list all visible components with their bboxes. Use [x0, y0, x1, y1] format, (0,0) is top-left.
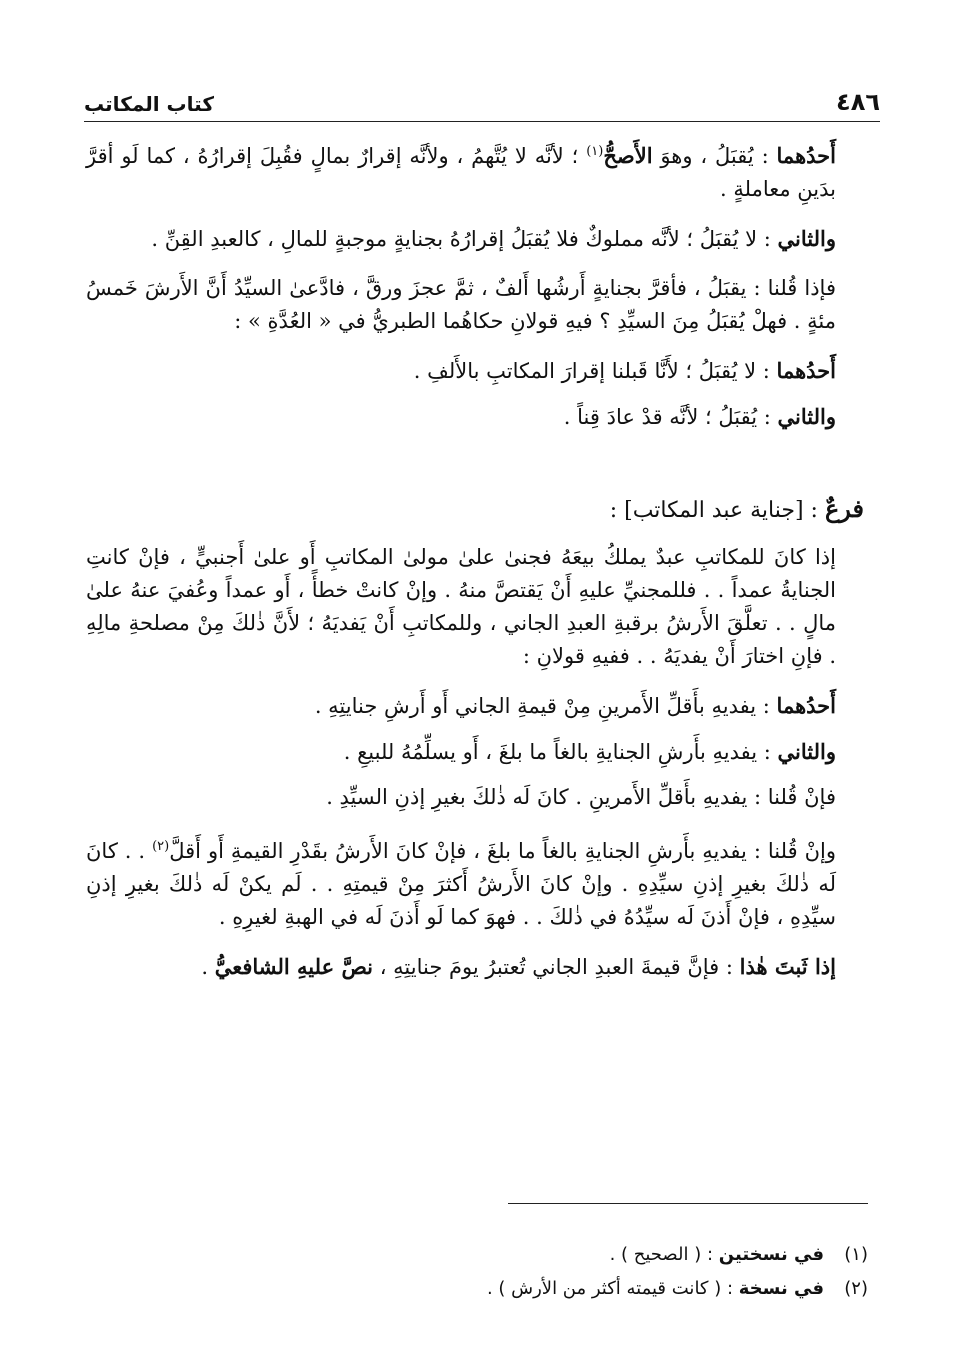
- paragraph-lesser-amount: فإنْ قُلنا : يفديهِ بأَقلِّ الأَمرينِ . كانَ لَه ذٰلكَ بغيرِ إذنِ السيِّدِ .: [326, 785, 836, 809]
- text-span: : فإنَّ قيمةَ العبدِ الجاني تُعتبرُ يومَ جنايتِهِ ،: [373, 955, 740, 979]
- paragraph-sub-opinion-1: [86, 354, 864, 388]
- emphasis: الأَصحُّ: [603, 143, 653, 168]
- opinion-label: والثاني: [777, 404, 836, 429]
- header-divider: [84, 121, 880, 122]
- opinion-label: والثاني: [777, 226, 836, 251]
- footnote-1: [86, 1238, 868, 1272]
- text-span: .: [201, 955, 215, 979]
- footnote-divider: [508, 1203, 868, 1204]
- paragraph-sub-opinion-2: [86, 400, 864, 434]
- footnote-marker-2[interactable]: (٢): [152, 839, 170, 854]
- opinion-label: أَحدُهما: [776, 143, 836, 168]
- emphasis: إذا ثَبتَ هٰذا: [739, 954, 836, 979]
- opinion-label: أَحدُهما: [776, 358, 836, 383]
- paragraph-valuation-time: [86, 950, 864, 984]
- heading-label: فرعٌ: [824, 494, 864, 523]
- footnote-text: : ( الصحيح ) .: [609, 1244, 719, 1265]
- opinion-label: أَحدُهما: [776, 693, 836, 718]
- opinion-label: والثاني: [777, 739, 836, 764]
- text-span: : يُقبَلُ ؛ لأنَّه قدْ عادَ قِناً .: [563, 405, 778, 429]
- main-text: [86, 135, 864, 1000]
- footnote-text: : ( كانت قيمته أكثر من الأرش ) .: [486, 1278, 739, 1299]
- paragraph-ransom-opinion-1: [86, 689, 864, 723]
- footnote-number: (٢): [844, 1278, 868, 1299]
- text-span: : يفديهِ بأَقلِّ الأَمرينِ مِنْ قيمةِ الجاني أَو أَرشِ جنايتِهِ .: [314, 694, 777, 718]
- section-heading: [86, 492, 864, 527]
- text-span: . . كانَ لَه ذٰلكَ بغيرِ إذنِ سيِّدِهِ . وإنْ كانَ الأَرشُ أَكثرَ مِنْ قيمتِهِ . . لَم يكنْ لَه ذٰلكَ بغيرِ إذنِ سيِّدِهِ ، فإنْ أَذنَ لَه سيِّدُهُ في ذٰلكَ . . فهوَ كما لَو أَذنَ لَه في الهبةِ لغيرِهِ .: [86, 839, 836, 929]
- paragraph-ransom-opinion-2: [86, 735, 864, 769]
- page-number: ٤٨٦: [836, 88, 880, 116]
- paragraph-first-opinion: [86, 135, 864, 206]
- footnote-label: في نسخة: [738, 1278, 824, 1299]
- page-header: [84, 82, 880, 116]
- footnotes: [86, 1238, 868, 1306]
- text-span: : يُقبَلُ ، وهوَ: [652, 144, 777, 168]
- footnote-marker-1[interactable]: (١): [586, 144, 604, 159]
- footnote-2: [86, 1272, 868, 1306]
- emphasis: نصَّ عليهِ الشافعيُّ: [214, 954, 374, 979]
- text-span: : لا يُقبَلُ ؛ لأنَّه مملوكٌ فلا يُقبَلُ إقرارُهُ بجنايةٍ موجبةٍ للمالِ ، كالعبدِ القِنِّ .: [151, 227, 778, 251]
- running-title: كتاب المكاتب: [84, 92, 214, 116]
- text-span: وإنْ قُلنا : يفديهِ بأَرشِ الجنايةِ بالغاً ما بلغَ ، فإنْ كانَ الأَرشُ بقَدْرِ القيمةِ أَو أَقلَّ: [169, 839, 836, 863]
- paragraph-second-opinion: [86, 222, 864, 256]
- text-span: : لا يُقبَلُ ؛ لأَنَّا قَبلنا إقرارَ المكاتبِ بالأَلفِ .: [413, 359, 777, 383]
- footnote-number: (١): [844, 1244, 868, 1265]
- heading-title: : [جناية عبد المكاتب] :: [609, 498, 825, 523]
- text-span: ؛ لأنَّه لا يُتَّهمُ ، ولأنَّه إقرارٌ بمالٍ فقُبِلَ إقرارُهُ ، كما لَو أقرَّ بدَينِ معاملةٍ .: [86, 144, 836, 201]
- paragraph-full-compensation: [86, 830, 864, 934]
- paragraph-slave-offense: إذا كانَ للمكاتبِ عبدٌ يملكُ بيعَهُ فجنىٰ علىٰ مولىٰ المكاتبِ أَو علىٰ أَجنبيٍّ ، فإنْ كانتِ الجنايةُ عمداً . . فللمجنيِّ عليهِ أَنْ يَقتصَّ منهُ . وإنْ كانتْ خطأً ، أَو عمداً وعُفيَ عنهُ علىٰ مالٍ . . تعلَّقَ الأَرشُ برقبةِ العبدِ الجاني ، وللمكاتبِ أَنْ يَفديَهُ ؛ لأَنَّ ذٰلكَ مِنْ مصلحةِ مالِهِ . فإنِ اختارَ أَنْ يفديَهُ . . ففيهِ قولانِ :: [86, 545, 836, 668]
- paragraph-question: فإذا قُلنا : يقبَلُ ، فأقرَّ بجنايةٍ أَرشُها أَلفٌ ، ثمَّ عجزَ ورقَّ ، فادَّعىٰ السيِّدُ أَنَّ الأَرشَ خَمسُ مئةٍ . فهلْ يُقبَلُ مِنَ السيِّدِ ؟ فيهِ قولانِ حكاهُما الطبريُّ في « العُدَّةِ » :: [86, 276, 836, 333]
- footnote-label: في نسختين: [718, 1244, 824, 1265]
- text-span: : يفديهِ بأَرشِ الجنايةِ بالغاً ما بلغَ ، أَو يسلِّمُهُ للبيعِ .: [343, 740, 778, 764]
